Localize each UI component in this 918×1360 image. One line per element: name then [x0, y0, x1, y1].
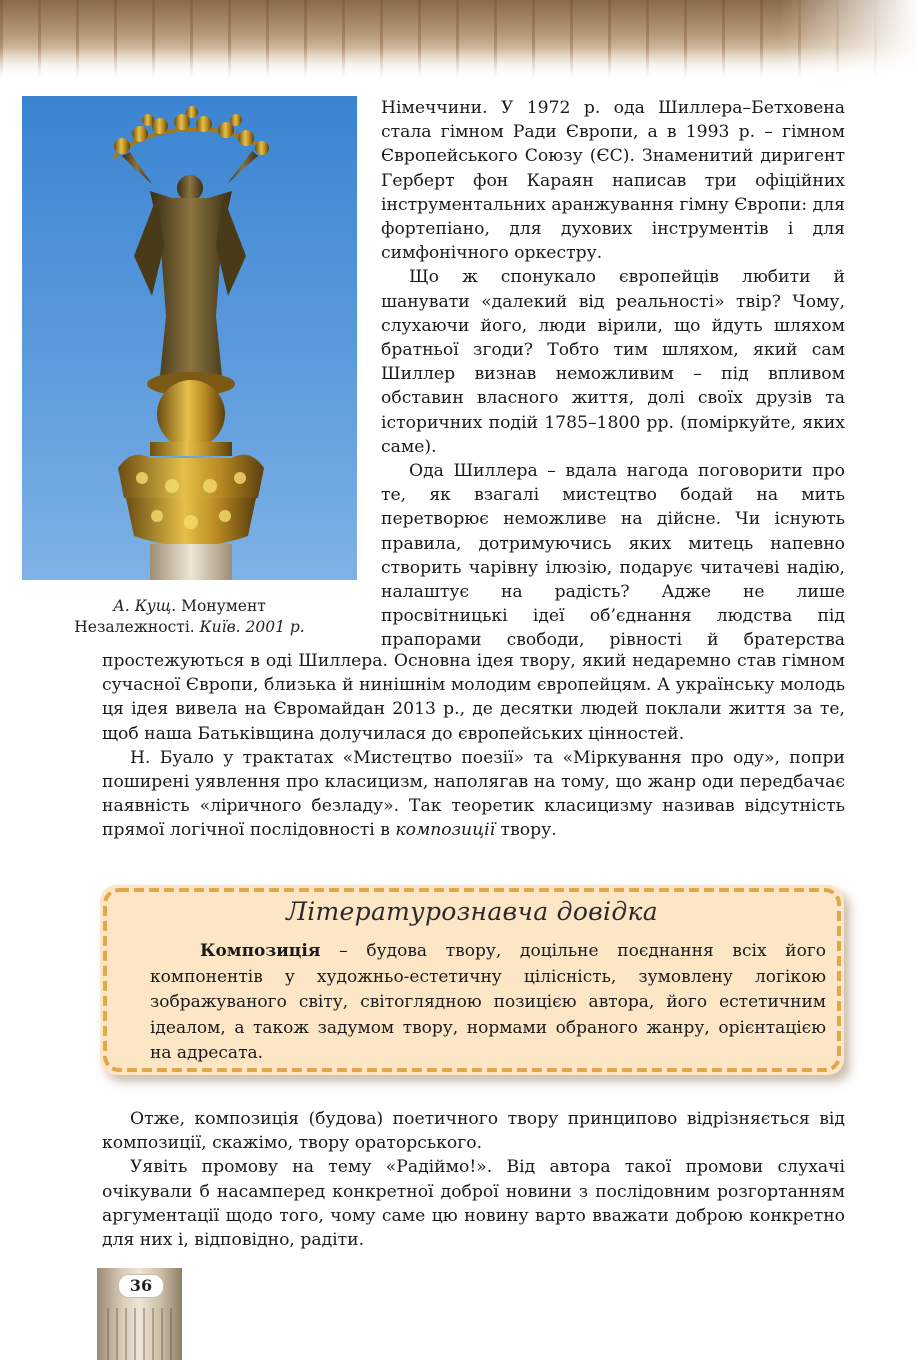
- photo-caption: [22, 596, 357, 638]
- reference-definition-text: – будова твору, доцільне поєднання всіх його компонентів у художньо-естетичну цілісність, зумовлену логікою зображуваного світу, світоглядною позицією автора, його естетичним ідеалом, а також задумом твору, нормами обраного жанру, орієнтацією на адресата.: [150, 941, 826, 1063]
- paragraph-continuation: простежуються в оді Шиллера. Основна ідея твору, який недаремно став гімном сучасної Європи, близька й нинішнім молодим європейцям. А українську молодь ця ідея вивела на Євромайдан 2013 р., де десятки людей поклали життя за те, щоб наша Батьківщина долучилася до європейських цінностей.: [102, 651, 845, 744]
- paragraph-speech: Уявіть промову на тему «Радіймо!». Від автора такої промови слухачі очікували б насамперед конкретної доброї новини з послідовним розгортанням аргументації щодо того, чому саме цю новину варто вважати доброю конкретно для них і, відповідно, радіти.: [102, 1157, 845, 1251]
- caption-title-1: . Монумент: [171, 597, 266, 615]
- boileau-italic: композиції: [395, 820, 496, 841]
- boileau-text: Н. Буало у трактатах «Мистецтво поезії» та «Міркування про оду», попри поширені уявлення про класицизм, наполягав на тому, що жанр оди передбачає наявність «ліричного безладу». Так теоретик класицизму називав відсутність прямої логічної послідовності в: [102, 747, 845, 841]
- ceiling-banner: [0, 0, 918, 78]
- caption-title-2: Незалежності.: [74, 618, 200, 636]
- paragraph-ode: Ода Шиллера – вдала нагода поговорити про те, як взагалі мистецтво бодай на мить перетворює неможливе на дійсне. Чи існують правила, дотримуючись яких митець напевно створить чарівну ілюзію, подарує читачеві надію, налаштує на радість? Адже не лише просвітницькі ідеї об’єднання людства під прапорами свободи, рівності й братерства: [381, 461, 845, 651]
- reference-definition: [150, 939, 826, 1067]
- right-column: [381, 96, 845, 653]
- paragraph-composition: Отже, композиція (будова) поетичного твору принципово відрізняється від композиції, скажімо, твору ораторського.: [102, 1109, 845, 1154]
- closing-text: [102, 1107, 845, 1252]
- reference-box: [100, 885, 844, 1075]
- paragraph-boileau: [102, 746, 845, 843]
- monument-illustration: [22, 96, 357, 580]
- paragraph-question: Що ж спонукало європейців любити й шанувати «далекий від реальності» твір? Чому, слухаючи його, люди вірили, що йдуть шляхом братньої згоди? Тобто тим шляхом, який сам Шиллер визнав неможливим – під впливом обставин власного життя, долі своїх друзів та історичних подій 1785–1800 рр. (поміркуйте, яких саме).: [381, 267, 845, 457]
- boileau-end: твору.: [495, 820, 557, 841]
- paragraph-anthem: Німеччини. У 1972 р. ода Шиллера–Бетховена стала гімном Ради Європи, а в 1993 р. – гімном Європейського Союзу (ЄС). Знаменитий диригент Герберт фон Караян написав три офіційних інструментальних аранжування гімну Європи: для фортепіано, для духових інструментів і для симфонічного оркестру.: [381, 98, 845, 264]
- main-text: [102, 649, 845, 843]
- caption-author: А. Кущ: [113, 597, 172, 615]
- reference-title: Літературознавча довідка: [286, 897, 658, 926]
- reference-term: Композиція: [200, 941, 321, 961]
- caption-place-year: Київ. 2001 р.: [199, 618, 305, 636]
- page-number: 36: [118, 1274, 164, 1298]
- monument-photo: [22, 96, 357, 580]
